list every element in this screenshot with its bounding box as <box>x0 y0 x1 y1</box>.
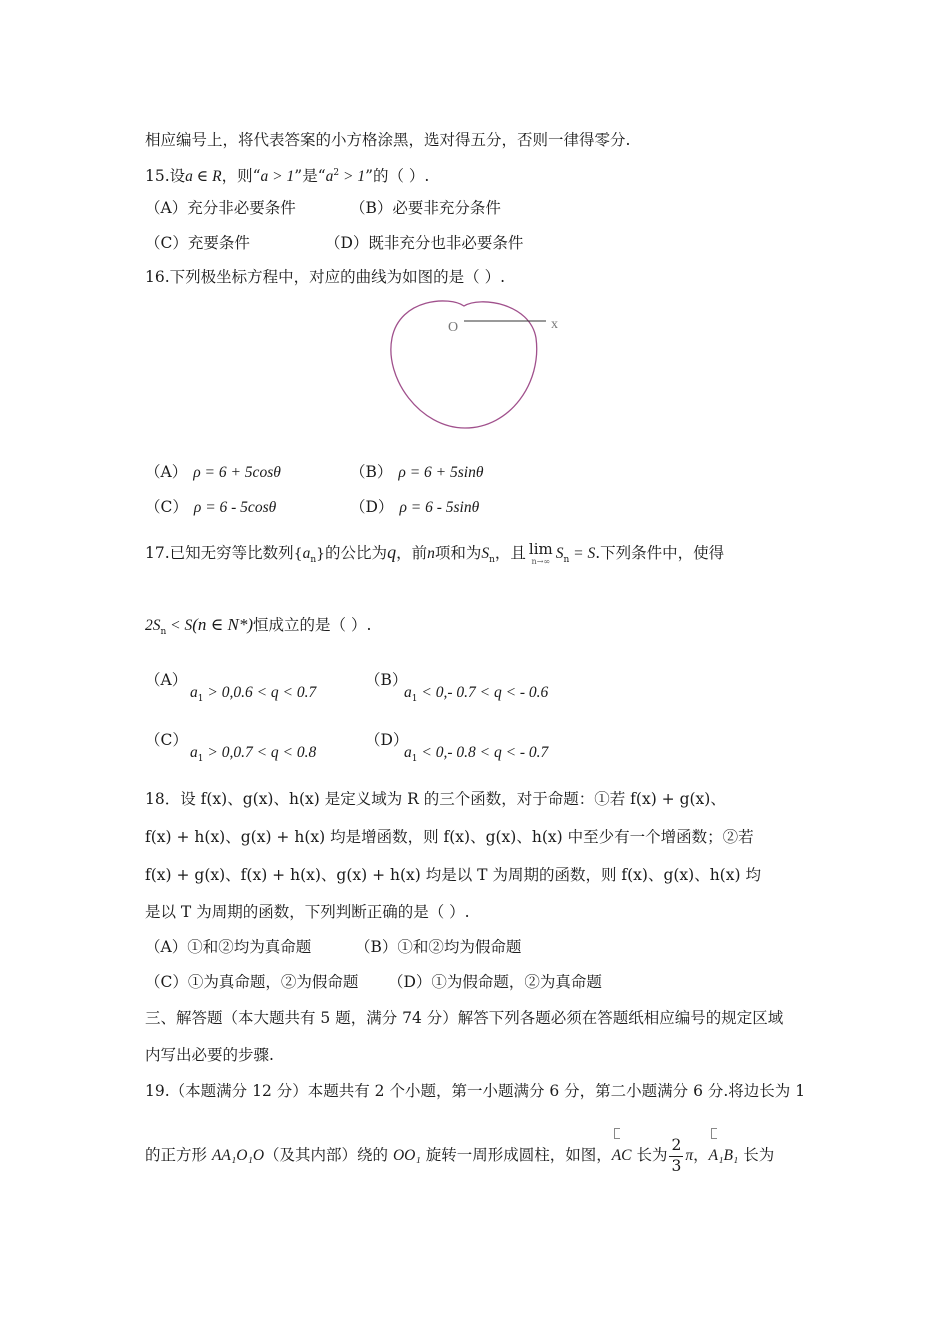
q17-ineq-sub: n <box>160 627 167 637</box>
q18-stem-line-1: 18．设 f(x)、g(x)、h(x) 是定义域为 R 的三个函数，对于命题：①若 f(x) + g(x)、 <box>145 790 726 808</box>
q17-option-b-expr <box>404 682 548 709</box>
q17-option-b-label: （B） <box>365 671 408 689</box>
q15-text-3: ”的（ ）. <box>365 167 430 185</box>
q17-b-rest: < 0,- 0.7 < q < - 0.6 <box>417 684 549 701</box>
q15-lead: 15.设 <box>145 167 186 185</box>
q17-option-d-label: （D） <box>365 731 409 749</box>
q15-option-d: （D）既非充分也非必要条件 <box>325 234 524 252</box>
q17-a-a: a <box>190 684 198 701</box>
q16-option-a-label: （A） <box>145 463 188 481</box>
q15-stem <box>145 163 429 187</box>
q17-text-4: 项和为 <box>434 544 482 562</box>
q16-option-d <box>350 497 479 518</box>
q15-option-c: （C）充要条件 <box>145 234 250 252</box>
q17-limit <box>529 542 553 566</box>
q16-option-b-label: （B） <box>350 463 393 481</box>
q17-n: n <box>427 545 435 562</box>
q16-stem: 16.下列极坐标方程中，对应的曲线为如图的是（ ）. <box>145 268 506 286</box>
q17-text-7: 恒成立的是（ ）. <box>253 616 372 634</box>
origin-label: O <box>448 320 459 335</box>
q17-c-a: a <box>190 744 198 761</box>
q19-arc-a1b1: A₁B₁ <box>709 1133 739 1179</box>
q17-option-a-expr <box>190 682 316 709</box>
q17-seq-a: a <box>302 545 311 562</box>
q19-axis: OO₁ <box>392 1147 421 1164</box>
section-3-heading: 三、解答题（本大题共有 5 题，满分 74 分）解答下列各题必须在答题纸相应编号的规定区域 <box>145 1009 784 1027</box>
q18-stem-line-4: 是以 T 为周期的函数，下列判断正确的是（ ）. <box>145 903 470 921</box>
q19-square: AA₁O₁O <box>211 1147 265 1164</box>
q18-option-d: （D）①为假命题，②为真命题 <box>388 973 602 991</box>
q19-frac-den: 3 <box>671 1156 682 1175</box>
q17-text-5: ，且 <box>494 544 526 562</box>
q17-text-2: 的公比为 <box>325 544 388 562</box>
q17-sum-sub: n <box>489 555 495 565</box>
q15-text-2: ”是“ <box>294 167 326 185</box>
q17-lim-s: S <box>555 545 564 562</box>
q17-lim-under: n→∞ <box>531 557 551 566</box>
q18-option-a: （A）①和②均为真命题 <box>145 938 312 956</box>
q19-fraction <box>669 1138 683 1174</box>
q19-stem-line-1: 19.（本题满分 12 分）本题共有 2 个小题，第一小题满分 6 分，第二小题满分 6 分.将边长为 1 <box>145 1082 806 1100</box>
q17-c-sub: 1 <box>197 754 204 764</box>
q17-seq-sub: n <box>310 555 317 565</box>
q17-b-a: a <box>404 684 412 701</box>
q15-option-a: （A）充分非必要条件 <box>145 199 296 217</box>
q17-ineq-rhs: < S <box>166 617 193 634</box>
q17-b-sub: 1 <box>411 694 418 704</box>
q18-stem-line-2: f(x) + h(x)、g(x) + h(x) 均是增函数，则 f(x)、g(x)、h(x) 中至少有一个增函数；②若 <box>145 828 754 846</box>
q17-stem-line-2 <box>145 612 371 645</box>
q17-text-3: ，前 <box>396 544 428 562</box>
q19-arc-ac: AC <box>612 1133 632 1179</box>
section-3-heading-cont: 内写出必要的步骤. <box>145 1046 274 1064</box>
q19-text-3: 旋转一周形成圆柱，如图， <box>420 1146 612 1164</box>
x-axis-label: x <box>551 317 558 332</box>
q15-expr-2-base: a <box>325 168 334 185</box>
q19-frac-num: 2 <box>669 1138 683 1157</box>
q18-option-b: （B）①和②均为假命题 <box>355 938 522 956</box>
q16-option-b <box>350 462 483 483</box>
q17-ratio: q <box>387 542 397 562</box>
q17-a-rest: > 0,0.6 < q < 0.7 <box>203 684 317 701</box>
q17-text-6: .下列条件中，使得 <box>595 544 725 562</box>
q15-text-1: ，则“ <box>221 167 261 185</box>
q17-stem-line-1: 17.已知无穷等比数列$\{a_n\}$的公比为q，前n项和为$S_n$，且 lim n→∞ $S_n = S$.下列条件中，使得 <box>145 540 725 566</box>
q16-option-a-expr: ρ = 6 + 5cosθ <box>193 464 281 481</box>
q15-condition: a ∈ R <box>185 168 222 185</box>
q19-text-6: 长为 <box>738 1146 775 1164</box>
q17-d-a: a <box>404 744 412 761</box>
q15-option-b: （B）必要非充分条件 <box>350 199 501 217</box>
q19-stem-line-2 <box>145 1132 774 1179</box>
q16-option-a <box>145 462 281 483</box>
q17-sum: S <box>481 545 490 562</box>
q17-d-sub: 1 <box>411 754 418 764</box>
q16-option-c <box>145 497 276 518</box>
q19-pi: π <box>685 1147 694 1164</box>
q18-stem-line-3: f(x) + g(x)、f(x) + h(x)、g(x) + h(x) 均是以 T 为周期的函数，则 f(x)、g(x)、h(x) 均 <box>145 866 761 884</box>
q16-polar-figure <box>380 298 580 438</box>
q17-option-a-label: （A） <box>145 671 188 689</box>
q19-text-5: ， <box>693 1146 709 1164</box>
q19-text-2: （及其内部）绕的 <box>264 1146 393 1164</box>
q17-lim-s-sub: n <box>563 555 570 565</box>
q15-expr-1: a > 1 <box>260 168 295 185</box>
q17-c-rest: > 0,0.7 < q < 0.8 <box>203 744 317 761</box>
q17-text-1: 17.已知无穷等比数列 <box>145 544 294 562</box>
intro-text: 相应编号上，将代表答案的小方格涂黑，选对得五分，否则一律得零分. <box>145 131 631 149</box>
q16-option-d-label: （D） <box>350 498 394 516</box>
q16-option-d-expr: ρ = 6 - 5sinθ <box>399 499 480 516</box>
q19-text-1: 的正方形 <box>145 1146 212 1164</box>
q17-option-c-label: （C） <box>145 731 188 749</box>
q16-option-b-expr: ρ = 6 + 5sinθ <box>398 464 484 481</box>
q17-ineq-domain: (n ∈ N*) <box>192 615 254 634</box>
q16-option-c-expr: ρ = 6 - 5cosθ <box>193 499 277 516</box>
q18-option-c: （C）①为真命题，②为假命题 <box>145 973 359 991</box>
q15-expr-2-rest: > 1 <box>339 168 366 185</box>
cardioid-curve <box>391 301 537 428</box>
q17-lim-word: lim <box>528 540 553 558</box>
q15-expr-2-exp: 2 <box>333 168 340 178</box>
q17-a-sub: 1 <box>197 694 204 704</box>
q17-d-rest: < 0,- 0.8 < q < - 0.7 <box>417 744 549 761</box>
q17-lim-eq: = S <box>569 545 596 562</box>
q19-text-4: 长为 <box>631 1146 668 1164</box>
q17-option-d-expr <box>404 742 548 769</box>
q17-option-c-expr <box>190 742 316 769</box>
q17-ineq-lhs: 2S <box>145 617 161 634</box>
q16-option-c-label: （C） <box>145 498 188 516</box>
